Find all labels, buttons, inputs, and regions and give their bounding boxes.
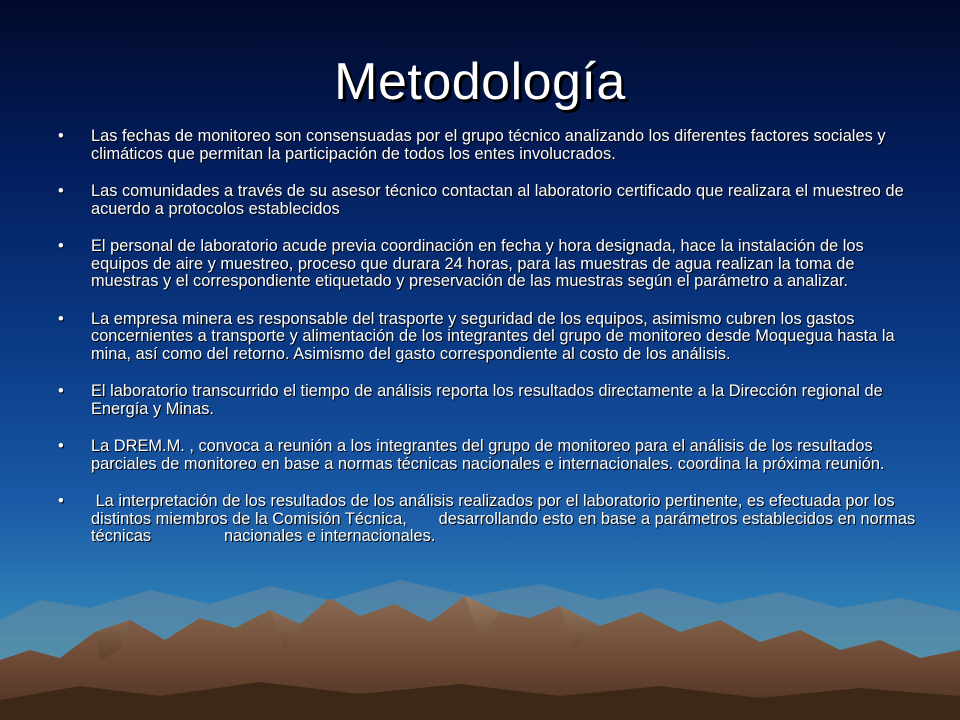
bullet-marker: • xyxy=(58,127,64,145)
bullet-marker: • xyxy=(58,309,64,328)
bullet-text: La interpretación de los resultados de los análisis realizados por el laboratorio pertinente, es efectuada por los distintos miembros de la Comisión Técnica, desarrollando esto en base a parámetros establecidos en normas técnicas nacionales e internacionales. xyxy=(91,492,920,545)
bullet-item xyxy=(58,238,918,291)
bullet-marker: • xyxy=(58,437,64,455)
bullet-marker: • xyxy=(58,182,64,200)
bullet-marker: • xyxy=(58,492,64,510)
bullet-text: El personal de laboratorio acude previa coordinación en fecha y hora designada, hace la instalación de los equipos de aire y muestreo, proceso que durara 24 horas, para las muestras de agua realizan la toma de muestras y el correspondiente etiquetado y preservación de las muestras según el parámetro a analizar. xyxy=(91,237,864,290)
bullet-text: La empresa minera es responsable del trasporte y seguridad de los equipos, asimismo cubren los gastos concernientes a transporte y alimentación de los integrantes del grupo de monitoreo desde Moquegua hasta la mina, así como del retorno. Asimismo del gasto correspondiente al costo de los análisis. xyxy=(91,309,895,363)
bullet-text: El laboratorio transcurrido el tiempo de análisis reporta los resultados directamente a la Dirección regional de Energía y Minas. xyxy=(91,382,883,418)
bullet-marker: • xyxy=(58,382,64,400)
bullet-item xyxy=(58,311,918,364)
bullet-marker: • xyxy=(58,237,64,255)
bullet-text: Las fechas de monitoreo son consensuadas por el grupo técnico analizando los diferentes factores sociales y climáticos que permitan la participación de todos los entes involucrados. xyxy=(91,127,886,163)
bullet-item xyxy=(58,493,918,546)
bullet-text: Las comunidades a través de su asesor técnico contactan al laboratorio certificado que realizara el muestreo de acuerdo a protocolos establecidos xyxy=(91,182,904,218)
bullet-item xyxy=(58,183,918,218)
bullet-list xyxy=(58,128,918,566)
bullet-item xyxy=(58,128,918,163)
slide-title: Metodología xyxy=(334,53,626,111)
bullet-item xyxy=(58,438,918,473)
bullet-text: La DREM.M. , convoca a reunión a los integrantes del grupo de monitoreo para el análisis de los resultados parciales de monitoreo en base a normas técnicas nacionales e internacionales. coordina la próxima reunión. xyxy=(91,437,885,473)
bullet-item xyxy=(58,383,918,418)
